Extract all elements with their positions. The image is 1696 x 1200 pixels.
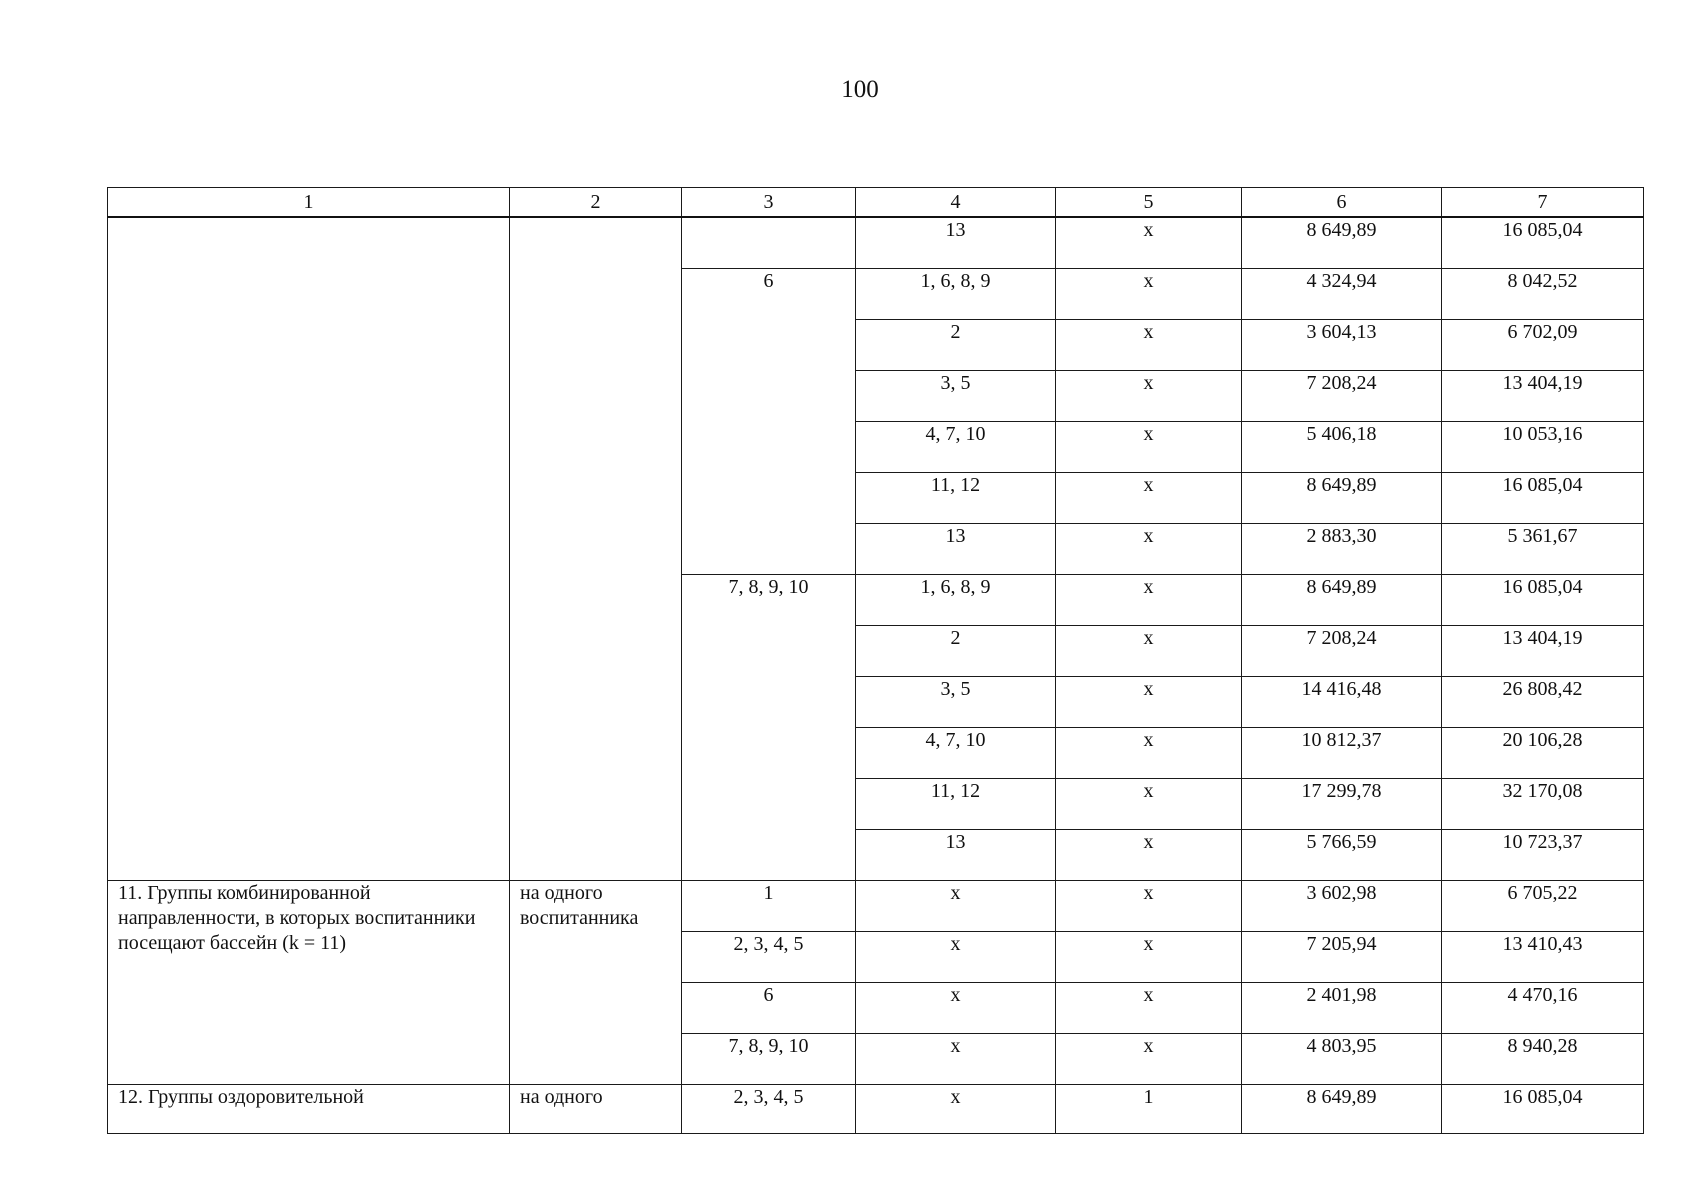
cell-col7: 10 053,16: [1442, 422, 1644, 473]
cell-col7: 4 470,16: [1442, 983, 1644, 1034]
cell-col7: 16 085,04: [1442, 1085, 1644, 1134]
cell-col7: 32 170,08: [1442, 779, 1644, 830]
cell-age-groups: 2: [856, 626, 1056, 677]
cell-col6: 2 401,98: [1242, 983, 1442, 1034]
group-12-unit: на одного: [510, 1085, 682, 1134]
cell-col5: 1: [1056, 1085, 1242, 1134]
cell-group-code: 1: [682, 881, 856, 932]
cell-age-groups: 3, 5: [856, 677, 1056, 728]
cell-col6: 14 416,48: [1242, 677, 1442, 728]
cell-col6: 4 324,94: [1242, 269, 1442, 320]
cell-group-code: 2, 3, 4, 5: [682, 1085, 856, 1134]
cell-col7: 6 705,22: [1442, 881, 1644, 932]
cell-age-groups: 1, 6, 8, 9: [856, 269, 1056, 320]
cell-age-groups: 1, 6, 8, 9: [856, 575, 1056, 626]
cell-col7: 10 723,37: [1442, 830, 1644, 881]
cell-age-groups: х: [856, 881, 1056, 932]
cell-age-groups: х: [856, 1034, 1056, 1085]
cell-col7: 8 042,52: [1442, 269, 1644, 320]
column-header-1: 1: [108, 188, 510, 218]
cell-group-code: 2, 3, 4, 5: [682, 932, 856, 983]
cell-age-groups: 13: [856, 217, 1056, 269]
cell-col6: 8 649,89: [1242, 217, 1442, 269]
cell-col5: х: [1056, 217, 1242, 269]
cell-age-groups: х: [856, 983, 1056, 1034]
cell-col5: х: [1056, 983, 1242, 1034]
cell-col6: 8 649,89: [1242, 473, 1442, 524]
cell-col6: 7 205,94: [1242, 932, 1442, 983]
cell-age-groups: 11, 12: [856, 779, 1056, 830]
column-header-4: 4: [856, 188, 1056, 218]
cell-col7: 26 808,42: [1442, 677, 1644, 728]
cell-col7: 13 404,19: [1442, 371, 1644, 422]
cell-col6: 8 649,89: [1242, 575, 1442, 626]
cell-col5: х: [1056, 422, 1242, 473]
cell-col7: 6 702,09: [1442, 320, 1644, 371]
table-row: [108, 1085, 1644, 1134]
cell-col7: 20 106,28: [1442, 728, 1644, 779]
cell-col6: 2 883,30: [1242, 524, 1442, 575]
column-header-5: 5: [1056, 188, 1242, 218]
cell-age-groups: х: [856, 932, 1056, 983]
cell-col5: х: [1056, 728, 1242, 779]
cell-col5: х: [1056, 473, 1242, 524]
cell-col6: 10 812,37: [1242, 728, 1442, 779]
group-11-unit: на одного воспитанника: [510, 881, 682, 1085]
table-row: [108, 217, 1644, 269]
column-header-7: 7: [1442, 188, 1644, 218]
cell-col5: х: [1056, 881, 1242, 932]
continuation-cell-col2: [510, 217, 682, 881]
cell-col5: х: [1056, 626, 1242, 677]
column-header-2: 2: [510, 188, 682, 218]
continuation-cell-col1: [108, 217, 510, 881]
cell-col6: 17 299,78: [1242, 779, 1442, 830]
cell-col6: 5 406,18: [1242, 422, 1442, 473]
cell-col6: 7 208,24: [1242, 626, 1442, 677]
cell-col7: 8 940,28: [1442, 1034, 1644, 1085]
column-header-3: 3: [682, 188, 856, 218]
cell-col5: х: [1056, 269, 1242, 320]
cell-age-groups: 13: [856, 524, 1056, 575]
cell-col7: 13 404,19: [1442, 626, 1644, 677]
cell-group-code: 6: [682, 269, 856, 575]
cell-col6: 4 803,95: [1242, 1034, 1442, 1085]
cell-age-groups: 4, 7, 10: [856, 728, 1056, 779]
continuation-cell-col3: [682, 217, 856, 269]
cell-col7: 13 410,43: [1442, 932, 1644, 983]
cell-col5: х: [1056, 779, 1242, 830]
tariff-table: [107, 187, 1644, 1134]
cell-col5: х: [1056, 524, 1242, 575]
cell-age-groups: х: [856, 1085, 1056, 1134]
cell-age-groups: 3, 5: [856, 371, 1056, 422]
cell-col5: х: [1056, 932, 1242, 983]
cell-age-groups: 4, 7, 10: [856, 422, 1056, 473]
cell-col6: 8 649,89: [1242, 1085, 1442, 1134]
cell-col5: х: [1056, 371, 1242, 422]
cell-col6: 3 602,98: [1242, 881, 1442, 932]
cell-group-code: 7, 8, 9, 10: [682, 1034, 856, 1085]
cell-age-groups: 13: [856, 830, 1056, 881]
cell-col7: 16 085,04: [1442, 473, 1644, 524]
cell-group-code: 7, 8, 9, 10: [682, 575, 856, 881]
cell-col7: 5 361,67: [1442, 524, 1644, 575]
cell-age-groups: 2: [856, 320, 1056, 371]
cell-col7: 16 085,04: [1442, 575, 1644, 626]
cell-col7: 16 085,04: [1442, 217, 1644, 269]
cell-col5: х: [1056, 320, 1242, 371]
cell-col6: 7 208,24: [1242, 371, 1442, 422]
column-header-6: 6: [1242, 188, 1442, 218]
cell-col5: х: [1056, 677, 1242, 728]
cell-col5: х: [1056, 830, 1242, 881]
group-11-title: 11. Группы комбинированной направленности, в которых воспитанники посещают бассейн (k = 11): [108, 881, 510, 1085]
cell-col6: 5 766,59: [1242, 830, 1442, 881]
cell-col5: х: [1056, 575, 1242, 626]
cell-age-groups: 11, 12: [856, 473, 1056, 524]
cell-col5: х: [1056, 1034, 1242, 1085]
cell-group-code: 6: [682, 983, 856, 1034]
table-row: [108, 881, 1644, 932]
table-header-row: [108, 188, 1644, 218]
page-number: 100: [841, 76, 879, 103]
group-12-title: 12. Группы оздоровительной: [108, 1085, 510, 1134]
cell-col6: 3 604,13: [1242, 320, 1442, 371]
